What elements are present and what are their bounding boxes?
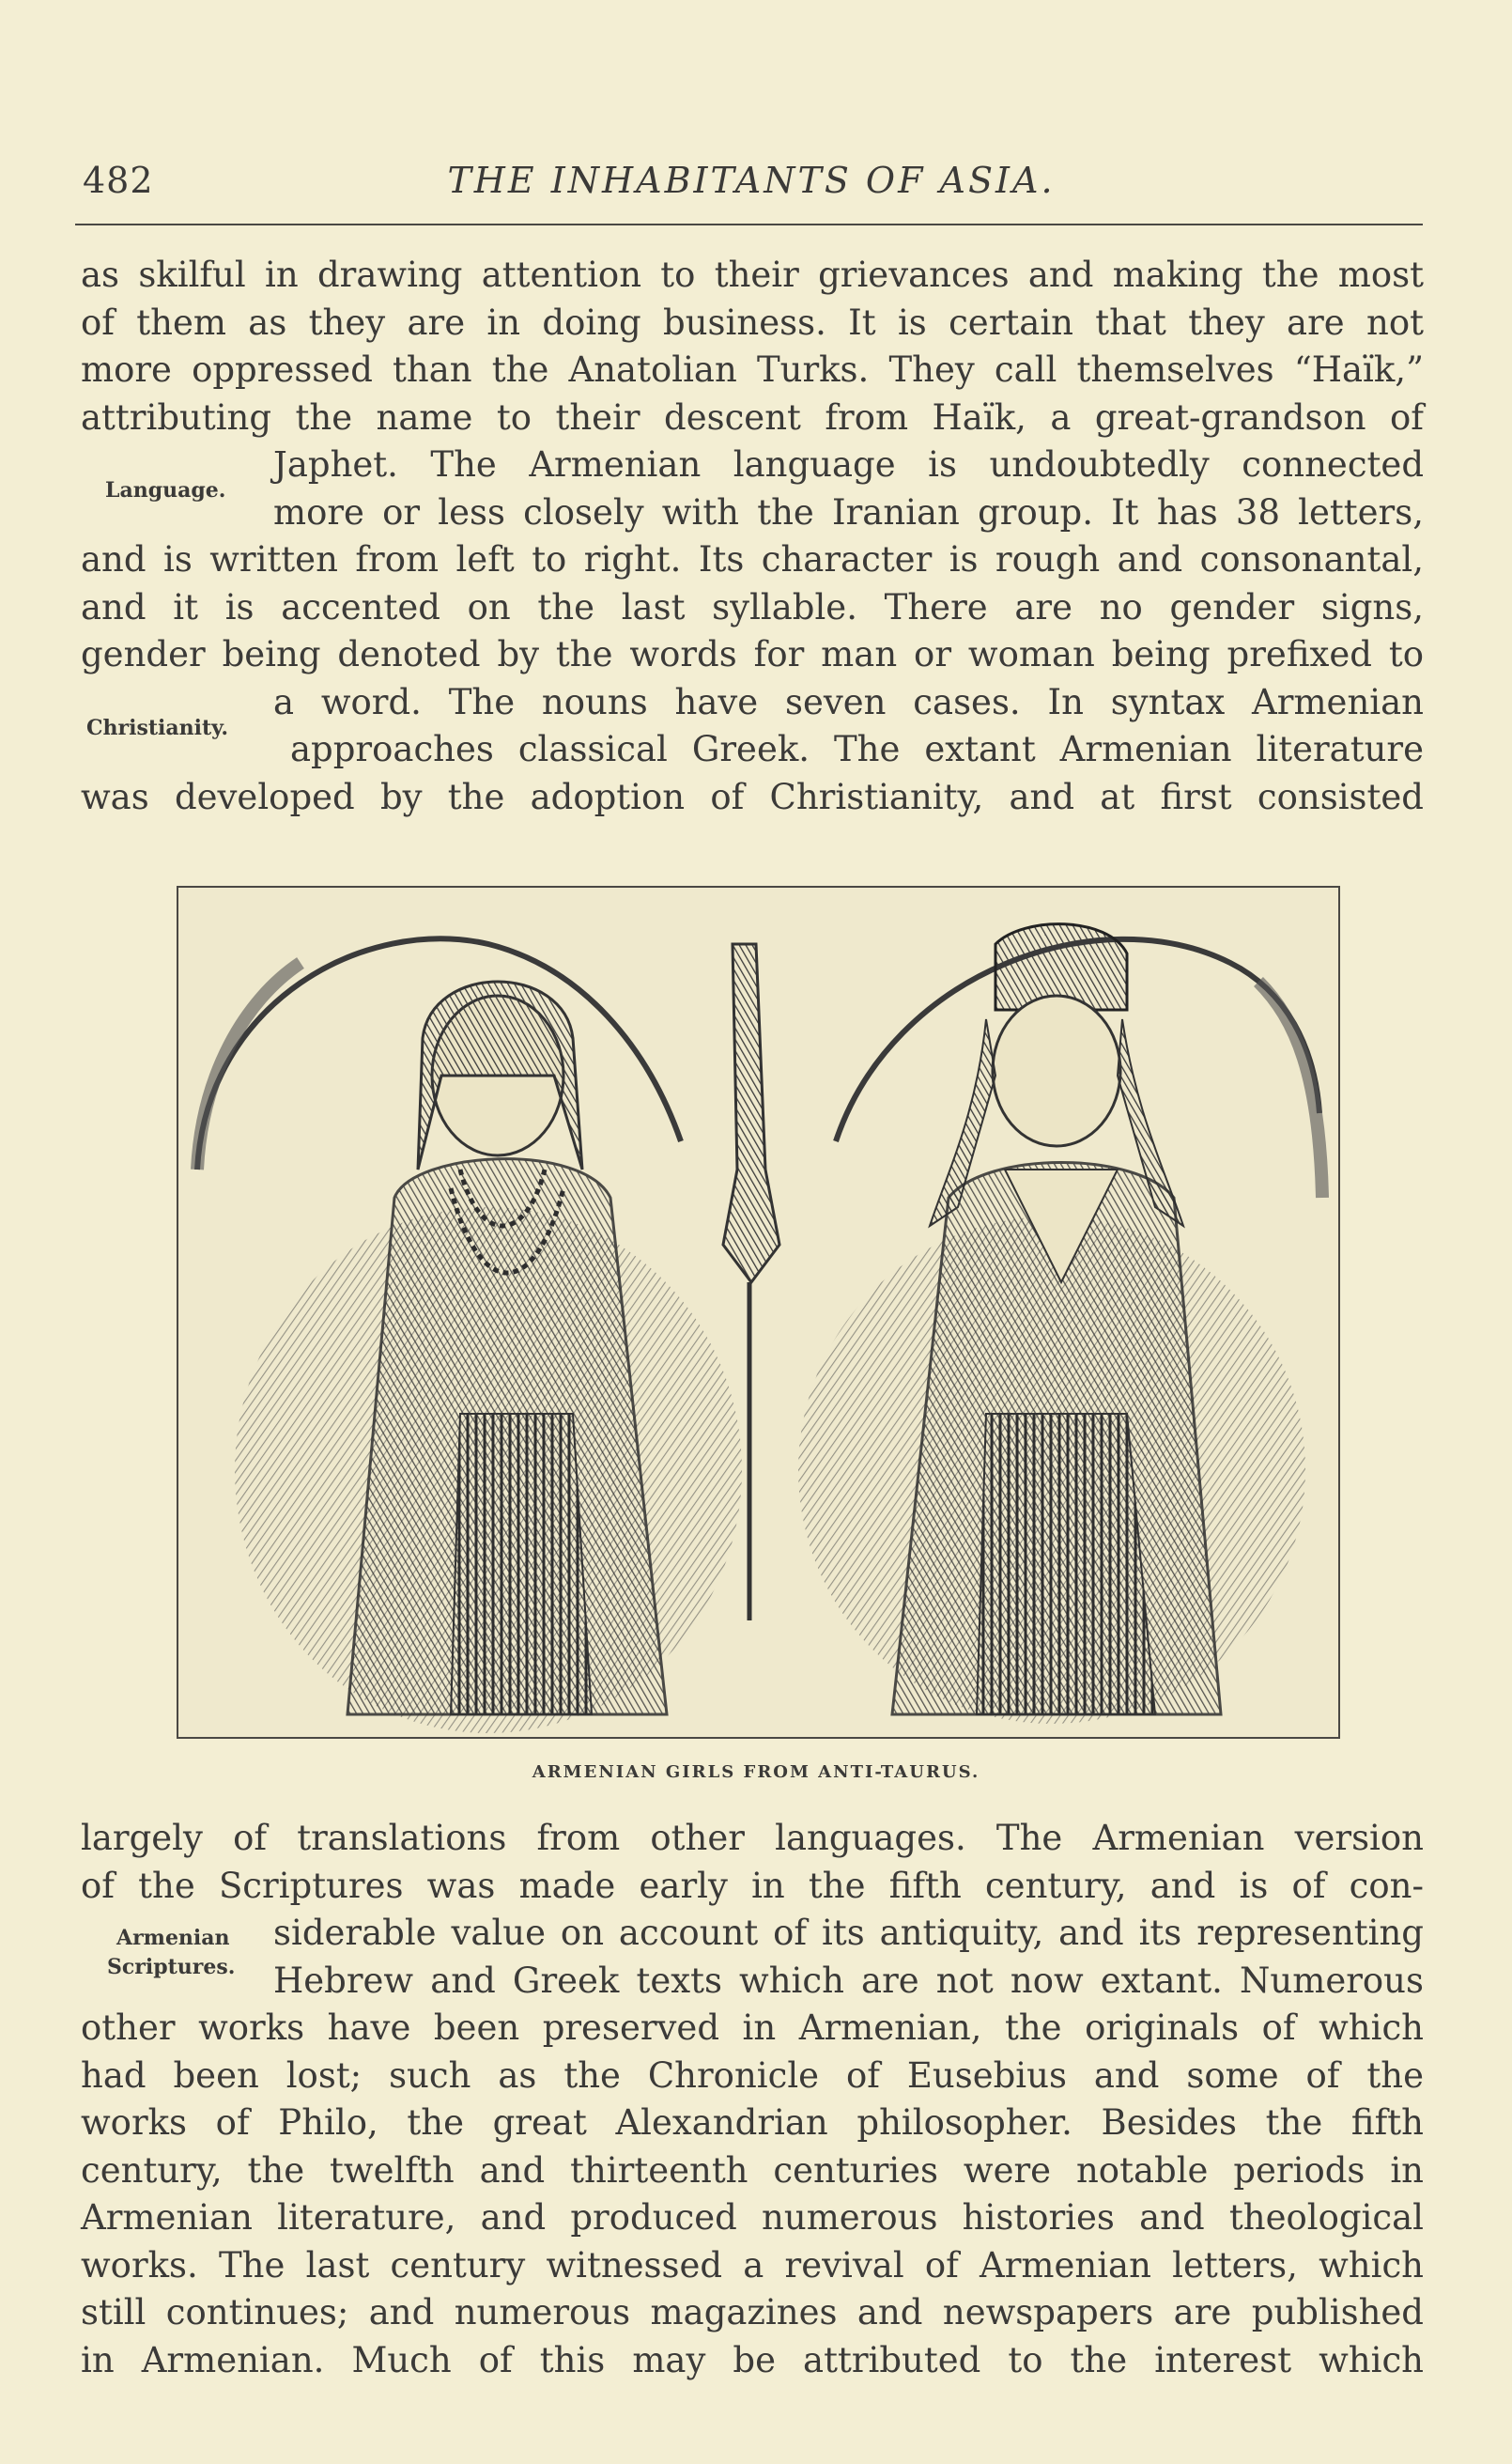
figure-caption: ARMENIAN GIRLS FROM ANTI-TAURUS. <box>532 1762 980 1782</box>
sidenote-christianity: Christianity. <box>86 716 229 740</box>
text-line: works of Philo, the great Alexandrian philosopher. Besides the fifth <box>81 2102 1424 2143</box>
text-line: had been lost; such as the Chronicle of Eusebius and some of the <box>81 2054 1424 2096</box>
text-line: Japhet. The Armenian language is undoubtedly connected <box>273 444 1424 485</box>
text-line: more or less closely with the Iranian group. It has 38 letters, <box>273 491 1424 533</box>
text-line: more oppressed than the Anatolian Turks. They call themselves “Haïk,” <box>81 349 1424 390</box>
bottom-paragraph <box>81 1815 1424 2384</box>
running-title: THE INHABITANTS OF ASIA. <box>447 160 1056 201</box>
text-line: still continues; and numerous magazines and newspapers are published <box>81 2292 1424 2332</box>
text-line: was developed by the adoption of Christianity, and at first consisted <box>81 776 1424 817</box>
text-line: of the Scriptures was made early in the fifth century, and is of con- <box>81 1865 1424 1906</box>
illustration <box>177 886 1340 1739</box>
text-line: of them as they are in doing business. It is certain that they are not <box>81 302 1424 343</box>
text-line: approaches classical Greek. The extant Armenian literature <box>290 729 1424 769</box>
text-line: Hebrew and Greek texts which are not now extant. Numerous <box>273 1960 1424 2001</box>
header-rule <box>75 224 1423 225</box>
text-line: attributing the name to their descent from Haïk, a great-grandson of <box>81 396 1424 438</box>
text-line: siderable value on account of its antiquity, and its representing <box>273 1913 1424 1953</box>
top-paragraph <box>81 252 1424 821</box>
text-line: largely of translations from other languages. The Armenian version <box>81 1818 1424 1858</box>
text-line: century, the twelfth and thirteenth centuries were notable periods in <box>81 2149 1424 2191</box>
text-line: and is written from left to right. Its character is rough and consonantal, <box>81 539 1424 580</box>
running-header <box>75 160 1427 216</box>
text-line: other works have been preserved in Armenian, the originals of which <box>81 2007 1424 2048</box>
armenian-girls-engraving <box>178 888 1338 1737</box>
text-line: and it is accented on the last syllable. There are no gender signs, <box>81 586 1424 628</box>
sidenote-armenian: Armenian <box>116 1926 230 1950</box>
text-line: Armenian literature, and produced numerous histories and theological <box>81 2197 1424 2238</box>
text-line: gender being denoted by the words for man or woman being prefixed to <box>81 634 1424 674</box>
page-number: 482 <box>83 160 154 201</box>
text-line: works. The last century witnessed a revival of Armenian letters, which <box>81 2244 1424 2286</box>
text-line: as skilful in drawing attention to their grievances and making the most <box>81 255 1424 295</box>
text-line: in Armenian. Much of this may be attributed to the interest which <box>81 2339 1424 2380</box>
sidenote-scriptures: Scriptures. <box>107 1955 236 1979</box>
text-line: a word. The nouns have seven cases. In syntax Armenian <box>273 681 1424 722</box>
sidenote-language: Language. <box>105 478 226 503</box>
